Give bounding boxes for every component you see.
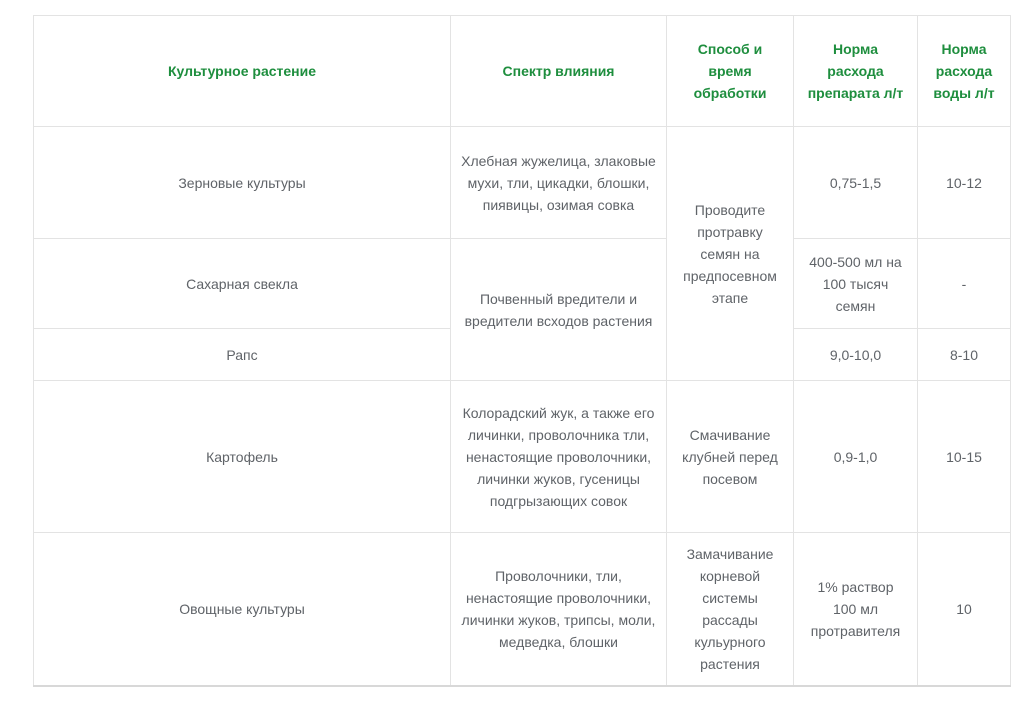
cell-method: Проводите протравку семян на предпосевном этапе bbox=[667, 127, 794, 381]
cell-water: 10 bbox=[918, 533, 1011, 687]
cell-spectrum: Хлебная жужелица, злаковые мухи, тли, цикадки, блошки, пиявицы, озимая совка bbox=[451, 127, 667, 239]
col-header-spectrum: Спектр влияния bbox=[451, 16, 667, 127]
cell-dose: 0,9-1,0 bbox=[794, 381, 918, 533]
crop-treatment-table-container bbox=[33, 15, 1011, 687]
cell-water: 10-12 bbox=[918, 127, 1011, 239]
cell-spectrum: Колорадский жук, а также его личинки, проволочника тли, ненастоящие проволочники, личинки жуков, гусеницы подгрызающих совок bbox=[451, 381, 667, 533]
cell-dose: 400-500 мл на 100 тысяч семян bbox=[794, 239, 918, 329]
col-header-plant: Культурное растение bbox=[34, 16, 451, 127]
cell-plant: Овощные культуры bbox=[34, 533, 451, 687]
col-header-method: Способ и время обработки bbox=[667, 16, 794, 127]
cell-dose: 9,0-10,0 bbox=[794, 329, 918, 381]
table-row-grain-crops bbox=[34, 127, 1011, 239]
cell-plant: Зерновые культуры bbox=[34, 127, 451, 239]
cell-water: - bbox=[918, 239, 1011, 329]
header-row bbox=[34, 16, 1011, 127]
col-header-water: Норма расхода воды л/т bbox=[918, 16, 1011, 127]
cell-plant: Сахарная свекла bbox=[34, 239, 451, 329]
table-row-sugar-beet bbox=[34, 239, 1011, 329]
cell-spectrum: Проволочники, тли, ненастоящие проволочники, личинки жуков, трипсы, моли, медведка, блошки bbox=[451, 533, 667, 687]
cell-dose: 1% раствор 100 мл протравителя bbox=[794, 533, 918, 687]
cell-dose: 0,75-1,5 bbox=[794, 127, 918, 239]
table-row-potato bbox=[34, 381, 1011, 533]
crop-treatment-table bbox=[33, 15, 1011, 687]
table-row-vegetable-crops bbox=[34, 533, 1011, 687]
cell-plant: Картофель bbox=[34, 381, 451, 533]
cell-water: 10-15 bbox=[918, 381, 1011, 533]
col-header-dose: Норма расхода препарата л/т bbox=[794, 16, 918, 127]
cell-spectrum: Почвенный вредители и вредители всходов растения bbox=[451, 239, 667, 381]
cell-method: Смачивание клубней перед посевом bbox=[667, 381, 794, 533]
cell-water: 8-10 bbox=[918, 329, 1011, 381]
cell-plant: Рапс bbox=[34, 329, 451, 381]
cell-method: Замачивание корневой системы рассады кульурного растения bbox=[667, 533, 794, 687]
